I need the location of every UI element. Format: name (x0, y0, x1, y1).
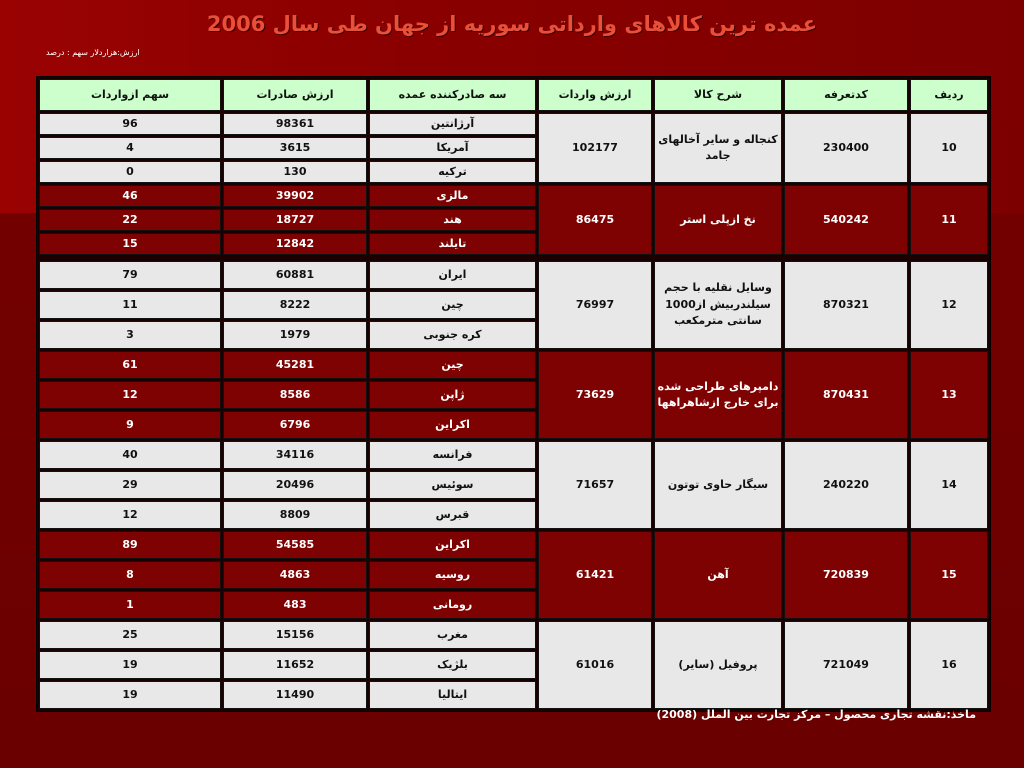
export-value-cell: 15156 (223, 621, 367, 649)
import-share-cell: 8 (39, 561, 221, 589)
rank-cell: 14 (910, 441, 988, 529)
exporter-country-cell: مغرب (369, 621, 536, 649)
import-share-cell: 12 (39, 381, 221, 409)
page-title: عمده ترین کالاهای وارداتی سوریه از جهان طی سال 2006 (206, 12, 818, 36)
import-share-cell: 29 (39, 471, 221, 499)
table-row (39, 351, 988, 379)
export-value-cell: 4863 (223, 561, 367, 589)
tariff-code-cell: 721049 (784, 621, 908, 709)
exporter-country-cell: سوئیس (369, 471, 536, 499)
export-value-cell: 98361 (223, 113, 367, 135)
header-description: شرح کالا (654, 79, 782, 111)
table-row (39, 261, 988, 289)
tariff-code-cell: 240220 (784, 441, 908, 529)
description-cell: آهن (654, 531, 782, 619)
exporter-country-cell: مالزی (369, 185, 536, 207)
import-value-cell: 102177 (538, 113, 652, 183)
description-cell: سیگار حاوی توتون (654, 441, 782, 529)
import-share-cell: 4 (39, 137, 221, 159)
import-share-cell: 96 (39, 113, 221, 135)
import-share-cell: 9 (39, 411, 221, 439)
export-value-cell: 8809 (223, 501, 367, 529)
import-value-cell: 76997 (538, 261, 652, 349)
table-row (39, 113, 988, 135)
rank-cell: 10 (910, 113, 988, 183)
exporter-country-cell: اکراین (369, 531, 536, 559)
exporter-country-cell: فرانسه (369, 441, 536, 469)
rank-cell: 13 (910, 351, 988, 439)
export-value-cell: 12842 (223, 233, 367, 255)
exporter-country-cell: تایلند (369, 233, 536, 255)
import-share-cell: 22 (39, 209, 221, 231)
exporter-country-cell: اکراین (369, 411, 536, 439)
import-share-cell: 25 (39, 621, 221, 649)
header-row (39, 79, 988, 111)
header-exporters: سه صادرکننده عمده (369, 79, 536, 111)
exporter-country-cell: ژاپن (369, 381, 536, 409)
import-share-cell: 79 (39, 261, 221, 289)
table-row (39, 441, 988, 469)
tariff-code-cell: 230400 (784, 113, 908, 183)
tariff-code-cell: 720839 (784, 531, 908, 619)
import-value-cell: 61016 (538, 621, 652, 709)
rank-cell: 16 (910, 621, 988, 709)
exporter-country-cell: ایران (369, 261, 536, 289)
import-share-cell: 19 (39, 681, 221, 709)
export-value-cell: 34116 (223, 441, 367, 469)
table-row (39, 531, 988, 559)
tariff-code-cell: 870321 (784, 261, 908, 349)
import-share-cell: 89 (39, 531, 221, 559)
export-value-cell: 8586 (223, 381, 367, 409)
import-value-cell: 86475 (538, 185, 652, 255)
table-body (39, 113, 988, 709)
rank-cell: 11 (910, 185, 988, 255)
exporter-country-cell: ترکیه (369, 161, 536, 183)
import-share-cell: 12 (39, 501, 221, 529)
export-value-cell: 11490 (223, 681, 367, 709)
export-value-cell: 6796 (223, 411, 367, 439)
exporter-country-cell: چین (369, 351, 536, 379)
import-value-cell: 61421 (538, 531, 652, 619)
export-value-cell: 18727 (223, 209, 367, 231)
export-value-cell: 1979 (223, 321, 367, 349)
import-share-cell: 46 (39, 185, 221, 207)
export-value-cell: 130 (223, 161, 367, 183)
header-share: سهم ازواردات (39, 79, 221, 111)
export-value-cell: 45281 (223, 351, 367, 379)
exporter-country-cell: ایتالیا (369, 681, 536, 709)
units-note: ارزش:هزاردلار سهم : درصد (46, 48, 140, 57)
export-value-cell: 11652 (223, 651, 367, 679)
table-gap (39, 257, 988, 259)
export-value-cell: 39902 (223, 185, 367, 207)
export-value-cell: 54585 (223, 531, 367, 559)
import-share-cell: 19 (39, 651, 221, 679)
import-share-cell: 40 (39, 441, 221, 469)
table-row (39, 185, 988, 207)
description-cell: دامپرهای طراحی شده برای خارج ازشاهراهها (654, 351, 782, 439)
import-share-cell: 1 (39, 591, 221, 619)
import-value-cell: 71657 (538, 441, 652, 529)
exporter-country-cell: چین (369, 291, 536, 319)
source-note: ماخذ:نقشه تجاری محصول – مرکز تجارت بین الملل (2008) (656, 708, 976, 721)
export-value-cell: 3615 (223, 137, 367, 159)
import-value-cell: 73629 (538, 351, 652, 439)
gap-cell (39, 257, 988, 259)
header-export-value: ارزش صادرات (223, 79, 367, 111)
import-share-cell: 0 (39, 161, 221, 183)
import-share-cell: 11 (39, 291, 221, 319)
description-cell: وسایل نقلیه با حجم سیلندربیش از1000 سانتی مترمکعب (654, 261, 782, 349)
rank-cell: 12 (910, 261, 988, 349)
import-share-cell: 3 (39, 321, 221, 349)
exporter-country-cell: هند (369, 209, 536, 231)
export-value-cell: 8222 (223, 291, 367, 319)
rank-cell: 15 (910, 531, 988, 619)
export-value-cell: 60881 (223, 261, 367, 289)
exporter-country-cell: آمریکا (369, 137, 536, 159)
exporter-country-cell: قبرس (369, 501, 536, 529)
exporter-country-cell: رومانی (369, 591, 536, 619)
tariff-code-cell: 870431 (784, 351, 908, 439)
exporter-country-cell: آرژانتین (369, 113, 536, 135)
import-share-cell: 15 (39, 233, 221, 255)
header-import-value: ارزش واردات (538, 79, 652, 111)
export-value-cell: 483 (223, 591, 367, 619)
tariff-code-cell: 540242 (784, 185, 908, 255)
description-cell: پروفیل (سایر) (654, 621, 782, 709)
description-cell: نخ ازپلی استر (654, 185, 782, 255)
export-value-cell: 20496 (223, 471, 367, 499)
import-share-cell: 61 (39, 351, 221, 379)
exporter-country-cell: بلژیک (369, 651, 536, 679)
header-rank: ردیف (910, 79, 988, 111)
imports-table (36, 76, 991, 712)
exporter-country-cell: کره جنوبی (369, 321, 536, 349)
exporter-country-cell: روسیه (369, 561, 536, 589)
header-code: کدتعرفه (784, 79, 908, 111)
description-cell: کنجاله و سایر آخالهای جامد (654, 113, 782, 183)
table-row (39, 621, 988, 649)
